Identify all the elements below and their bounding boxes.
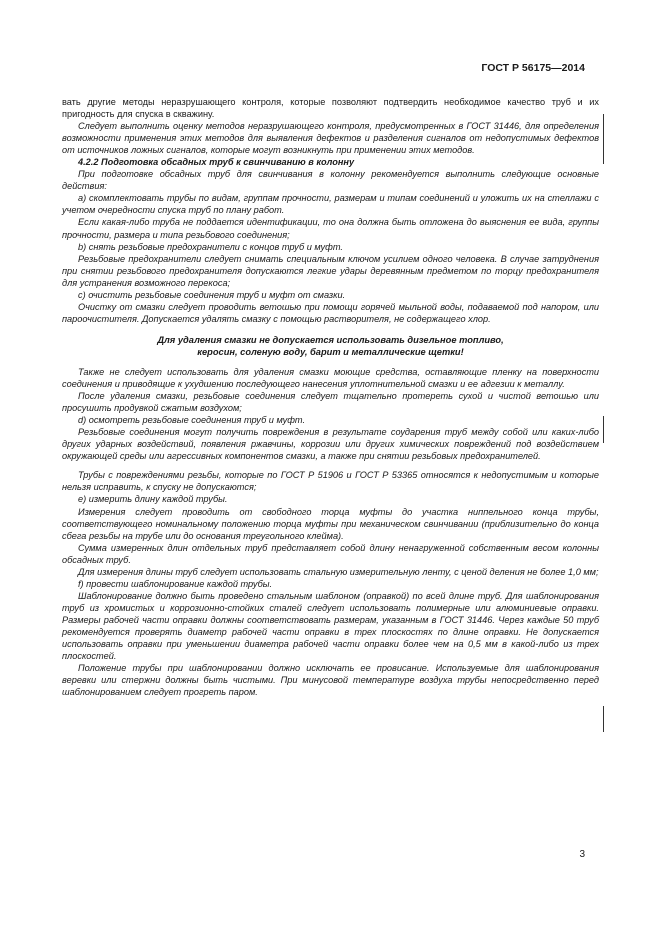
- paragraph: Сумма измеренных длин отдельных труб представляет собой длину ненагруженной собственным весом колонны обсадных труб.: [62, 542, 599, 565]
- document-body: [62, 96, 599, 698]
- change-bar: [603, 416, 604, 443]
- list-item: b) снять резьбовые предохранители с концов труб и муфт.: [78, 241, 343, 252]
- list-item: е) измерить длину каждой трубы.: [78, 494, 228, 505]
- list-item: с) очистить резьбовые соединения труб и муфт от смазки.: [78, 289, 346, 300]
- warning-line: керосин, соленую воду, барит и металлические щетки!: [197, 346, 464, 357]
- paragraph: Резьбовые предохранители следует снимать специальным ключом усилием одного человека. В случае затруднения при снятии резьбового предохранителя допускаются легкие удары деревянным предметом по торцу предохранителя для устранения возможного перекоса;: [62, 253, 599, 288]
- section-heading: 4.2.2 Подготовка обсадных труб к свинчиванию в колонну: [78, 157, 355, 168]
- paragraph: Положение трубы при шаблонировании должно исключать ее провисание. Используемые для шаблонирования веревки или стержни должны быть чистыми. При минусовой температуре воздуха трубы непосредственно перед шаблонированием следует прогреть паром.: [62, 663, 599, 698]
- paragraph: Шаблонирование должно быть проведено стальным шаблоном (оправкой) по всей длине труб. Для шаблонирования труб из хромистых и коррозионно-стойких сталей следует использовать полимерные или алюминиевые оправки. Размеры рабочей части оправки должны соответствовать размерам, указанным в ГОСТ 31446. Через каждые 50 труб рекомендуется проверять диаметр рабочей части оправки в трех плоскостях по длине оправки. Не допускается использовать оправки при уменьшении диаметра рабочей части оправки более чем на 0,5 мм в какой-либо из трех плоскостей.: [62, 590, 599, 662]
- warning-notice: [62, 334, 599, 358]
- page-number: 3: [579, 849, 585, 860]
- paragraph: Резьбовые соединения могут получить повреждения в результате соударения труб между собой или каких-либо других ударных воздействий, появления ржавчины, коррозии или других химических повреждений под воздействием окружающей среды или агрессивных компонентов смазки, а также при снятии резьбовых предохранителей.: [62, 427, 599, 462]
- paragraph: Также не следует использовать для удаления смазки моющие средства, оставляющие пленку на поверхности соединения и приводящие к ухудшению последующего нанесения уплотнительной смазки и ее адгезии к металлу.: [62, 366, 599, 390]
- paragraph: вать другие методы неразрушающего контроля, которые позволяют подтвердить необходимое качество труб и их пригодность для спуска в скважину.: [62, 97, 599, 120]
- change-bar: [603, 114, 604, 164]
- list-item: d) осмотреть резьбовые соединения труб и муфт.: [78, 415, 306, 426]
- document-header: ГОСТ Р 56175—2014: [481, 62, 585, 74]
- paragraph: Измерения следует проводить от свободного торца муфты до участка ниппельного конца трубы, соответствующего номинальному положению торца муфты при механическом свинчивании (приблизительно до конца сбега резьбы на трубе или до основания треугольного клейма).: [62, 506, 599, 541]
- list-item: f) провести шаблонирование каждой трубы.: [78, 578, 273, 589]
- paragraph: Следует выполнить оценку методов неразрушающего контроля, предусмотренных в ГОСТ 31446, для определения возможности применения этих методов для выявления дефектов и разделения сигналов от недопустимых дефектов от источников ложных сигналов, которые могут возникнуть при применении этих методов.: [62, 121, 599, 156]
- list-item: а) скомплектовать трубы по видам, группам прочности, размерам и типам соединений и уложить их на стеллажи с учетом очередности спуска труб по плану работ.: [62, 193, 599, 216]
- paragraph: При подготовке обсадных труб для свинчивания в колонну рекомендуется выполнить следующие основные действия:: [62, 169, 599, 192]
- paragraph: Трубы с повреждениями резьбы, которые по ГОСТ Р 51906 и ГОСТ Р 53365 относятся к недопустимым и которые нельзя исправить, к спуску не допускаются;: [62, 470, 599, 493]
- paragraph: Для измерения длины труб следует использовать стальную измерительную ленту, с ценой деления не более 1,0 мм;: [78, 566, 599, 577]
- change-bar: [603, 706, 604, 732]
- paragraph: После удаления смазки, резьбовые соединения следует тщательно протереть сухой и чистой ветошью или просушить продувкой сжатым воздухом;: [62, 391, 599, 414]
- paragraph: Если какая-либо труба не поддается идентификации, то она должна быть отложена до выяснения ее вида, группы прочности, размера и типа резьбового соединения;: [62, 217, 599, 240]
- warning-line: Для удаления смазки не допускается использовать дизельное топливо,: [157, 334, 504, 345]
- paragraph: Очистку от смазки следует проводить ветошью при помощи горячей мыльной воды, подаваемой под напором, или пароочистителя. Допускается удалять смазку с помощью растворителя, не содержащего хлор.: [62, 301, 599, 324]
